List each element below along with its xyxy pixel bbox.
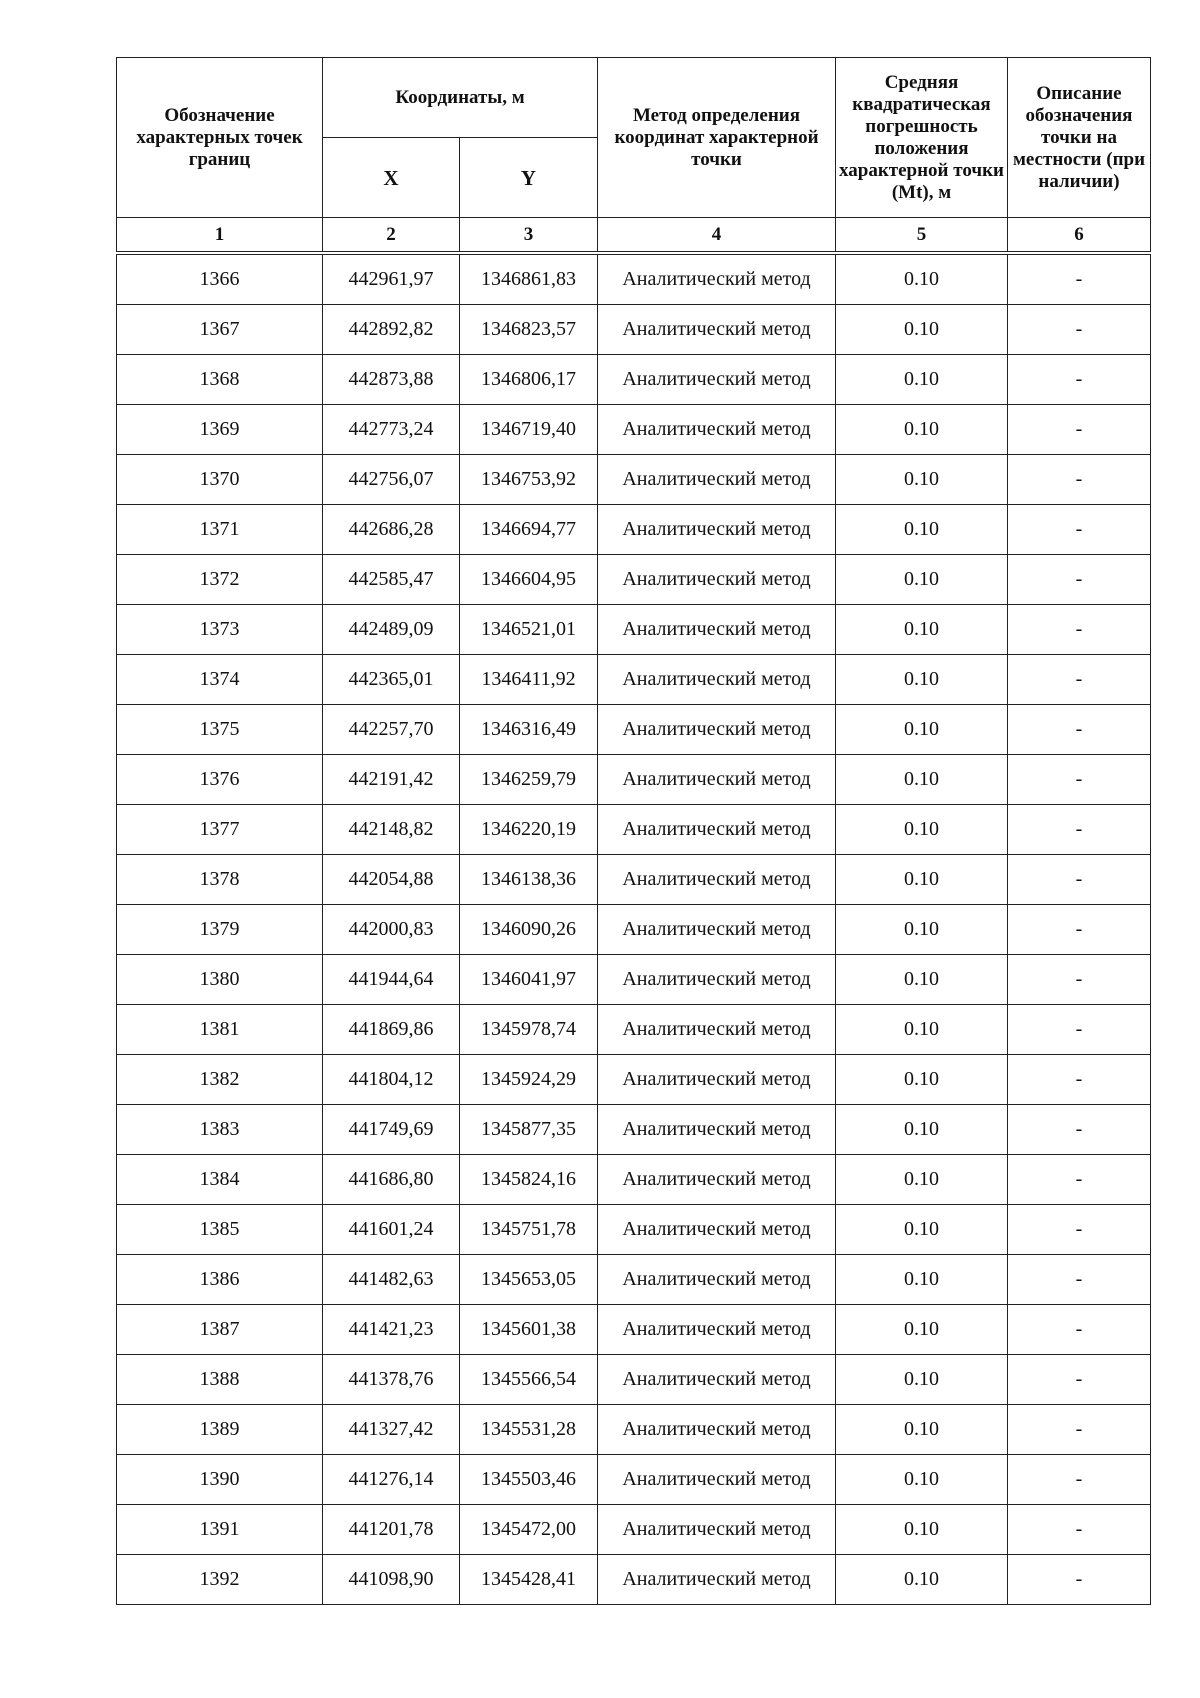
- x-coordinate-cell: 441421,23: [323, 1305, 460, 1355]
- table-row: [117, 1555, 1151, 1605]
- description-cell: -: [1008, 555, 1151, 605]
- point-id-cell: 1384: [117, 1155, 323, 1205]
- description-cell: -: [1008, 305, 1151, 355]
- y-coordinate-cell: 1346806,17: [460, 355, 598, 405]
- mean-square-error-cell: 0.10: [836, 1455, 1008, 1505]
- description-cell: -: [1008, 805, 1151, 855]
- mean-square-error-cell: 0.10: [836, 955, 1008, 1005]
- table-row: [117, 455, 1151, 505]
- x-coordinate-cell: 441944,64: [323, 955, 460, 1005]
- table-row: [117, 1155, 1151, 1205]
- y-coordinate-cell: 1346138,36: [460, 855, 598, 905]
- x-coordinate-cell: 441749,69: [323, 1105, 460, 1155]
- table-row: [117, 955, 1151, 1005]
- header-description: Описание обозначения точки на местности (при наличии): [1008, 58, 1151, 218]
- table-row: [117, 1305, 1151, 1355]
- table-row: [117, 1505, 1151, 1555]
- method-cell: Аналитический метод: [598, 555, 836, 605]
- x-coordinate-cell: 442686,28: [323, 505, 460, 555]
- point-id-cell: 1385: [117, 1205, 323, 1255]
- table-row: [117, 1455, 1151, 1505]
- description-cell: -: [1008, 1055, 1151, 1105]
- y-coordinate-cell: 1346823,57: [460, 305, 598, 355]
- table-row: [117, 655, 1151, 705]
- x-coordinate-cell: 441327,42: [323, 1405, 460, 1455]
- description-cell: -: [1008, 1555, 1151, 1605]
- y-coordinate-cell: 1345531,28: [460, 1405, 598, 1455]
- description-cell: -: [1008, 655, 1151, 705]
- point-id-cell: 1366: [117, 255, 323, 305]
- x-coordinate-cell: 441098,90: [323, 1555, 460, 1605]
- table-row: [117, 555, 1151, 605]
- mean-square-error-cell: 0.10: [836, 705, 1008, 755]
- column-number: 4: [598, 218, 836, 252]
- description-cell: -: [1008, 1305, 1151, 1355]
- method-cell: Аналитический метод: [598, 655, 836, 705]
- point-id-cell: 1386: [117, 1255, 323, 1305]
- mean-square-error-cell: 0.10: [836, 305, 1008, 355]
- description-cell: -: [1008, 1505, 1151, 1555]
- y-coordinate-cell: 1346411,92: [460, 655, 598, 705]
- description-cell: -: [1008, 1255, 1151, 1305]
- description-cell: -: [1008, 1355, 1151, 1405]
- mean-square-error-cell: 0.10: [836, 405, 1008, 455]
- method-cell: Аналитический метод: [598, 1505, 836, 1555]
- method-cell: Аналитический метод: [598, 1005, 836, 1055]
- point-id-cell: 1371: [117, 505, 323, 555]
- x-coordinate-cell: 442873,88: [323, 355, 460, 405]
- description-cell: -: [1008, 1105, 1151, 1155]
- mean-square-error-cell: 0.10: [836, 855, 1008, 905]
- description-cell: -: [1008, 755, 1151, 805]
- description-cell: -: [1008, 1205, 1151, 1255]
- header-point-designation: Обозначение характерных точек границ: [117, 58, 323, 218]
- mean-square-error-cell: 0.10: [836, 1555, 1008, 1605]
- x-coordinate-cell: 442961,97: [323, 255, 460, 305]
- x-coordinate-cell: 441601,24: [323, 1205, 460, 1255]
- x-coordinate-cell: 441686,80: [323, 1155, 460, 1205]
- method-cell: Аналитический метод: [598, 405, 836, 455]
- method-cell: Аналитический метод: [598, 955, 836, 1005]
- method-cell: Аналитический метод: [598, 605, 836, 655]
- column-number: 2: [323, 218, 460, 252]
- point-id-cell: 1369: [117, 405, 323, 455]
- header-coordinates: Координаты, м: [323, 58, 598, 138]
- point-id-cell: 1378: [117, 855, 323, 905]
- description-cell: -: [1008, 1455, 1151, 1505]
- table-row: [117, 305, 1151, 355]
- mean-square-error-cell: 0.10: [836, 555, 1008, 605]
- y-coordinate-cell: 1346316,49: [460, 705, 598, 755]
- table-row: [117, 1355, 1151, 1405]
- mean-square-error-cell: 0.10: [836, 655, 1008, 705]
- point-id-cell: 1390: [117, 1455, 323, 1505]
- mean-square-error-cell: 0.10: [836, 1055, 1008, 1105]
- column-number: 3: [460, 218, 598, 252]
- mean-square-error-cell: 0.10: [836, 1255, 1008, 1305]
- y-coordinate-cell: 1345503,46: [460, 1455, 598, 1505]
- x-coordinate-cell: 441201,78: [323, 1505, 460, 1555]
- description-cell: -: [1008, 705, 1151, 755]
- x-coordinate-cell: 442257,70: [323, 705, 460, 755]
- y-coordinate-cell: 1345653,05: [460, 1255, 598, 1305]
- column-number-row: [117, 218, 1151, 252]
- point-id-cell: 1368: [117, 355, 323, 405]
- x-coordinate-cell: 441804,12: [323, 1055, 460, 1105]
- y-coordinate-cell: 1345877,35: [460, 1105, 598, 1155]
- table-row: [117, 1205, 1151, 1255]
- point-id-cell: 1374: [117, 655, 323, 705]
- y-coordinate-cell: 1346719,40: [460, 405, 598, 455]
- x-coordinate-cell: 442773,24: [323, 405, 460, 455]
- mean-square-error-cell: 0.10: [836, 1305, 1008, 1355]
- y-coordinate-cell: 1346041,97: [460, 955, 598, 1005]
- y-coordinate-cell: 1345824,16: [460, 1155, 598, 1205]
- description-cell: -: [1008, 605, 1151, 655]
- description-cell: -: [1008, 855, 1151, 905]
- header-mean-square-error: Средняя квадратическая погрешность положения характерной точки (Mt), м: [836, 58, 1008, 218]
- point-id-cell: 1382: [117, 1055, 323, 1105]
- table-row: [117, 1405, 1151, 1455]
- description-cell: -: [1008, 905, 1151, 955]
- mean-square-error-cell: 0.10: [836, 355, 1008, 405]
- point-id-cell: 1380: [117, 955, 323, 1005]
- mean-square-error-cell: 0.10: [836, 1155, 1008, 1205]
- method-cell: Аналитический метод: [598, 255, 836, 305]
- y-coordinate-cell: 1346220,19: [460, 805, 598, 855]
- y-coordinate-cell: 1345472,00: [460, 1505, 598, 1555]
- y-coordinate-cell: 1346090,26: [460, 905, 598, 955]
- method-cell: Аналитический метод: [598, 855, 836, 905]
- table-row: [117, 755, 1151, 805]
- point-id-cell: 1376: [117, 755, 323, 805]
- method-cell: Аналитический метод: [598, 1455, 836, 1505]
- x-coordinate-cell: 442148,82: [323, 805, 460, 855]
- point-id-cell: 1381: [117, 1005, 323, 1055]
- method-cell: Аналитический метод: [598, 905, 836, 955]
- x-coordinate-cell: 441378,76: [323, 1355, 460, 1405]
- method-cell: Аналитический метод: [598, 1205, 836, 1255]
- mean-square-error-cell: 0.10: [836, 755, 1008, 805]
- y-coordinate-cell: 1345978,74: [460, 1005, 598, 1055]
- header-x: X: [323, 138, 460, 218]
- method-cell: Аналитический метод: [598, 1355, 836, 1405]
- description-cell: -: [1008, 355, 1151, 405]
- y-coordinate-cell: 1345428,41: [460, 1555, 598, 1605]
- y-coordinate-cell: 1346861,83: [460, 255, 598, 305]
- y-coordinate-cell: 1346604,95: [460, 555, 598, 605]
- description-cell: -: [1008, 1155, 1151, 1205]
- mean-square-error-cell: 0.10: [836, 1005, 1008, 1055]
- description-cell: -: [1008, 405, 1151, 455]
- point-id-cell: 1391: [117, 1505, 323, 1555]
- table-row: [117, 705, 1151, 755]
- mean-square-error-cell: 0.10: [836, 455, 1008, 505]
- description-cell: -: [1008, 455, 1151, 505]
- point-id-cell: 1370: [117, 455, 323, 505]
- point-id-cell: 1389: [117, 1405, 323, 1455]
- table-row: [117, 1005, 1151, 1055]
- table-row: [117, 1055, 1151, 1105]
- mean-square-error-cell: 0.10: [836, 1105, 1008, 1155]
- description-cell: -: [1008, 1005, 1151, 1055]
- table-row: [117, 855, 1151, 905]
- method-cell: Аналитический метод: [598, 1305, 836, 1355]
- point-id-cell: 1367: [117, 305, 323, 355]
- y-coordinate-cell: 1345924,29: [460, 1055, 598, 1105]
- point-id-cell: 1388: [117, 1355, 323, 1405]
- mean-square-error-cell: 0.10: [836, 1505, 1008, 1555]
- y-coordinate-cell: 1345751,78: [460, 1205, 598, 1255]
- method-cell: Аналитический метод: [598, 355, 836, 405]
- mean-square-error-cell: 0.10: [836, 605, 1008, 655]
- point-id-cell: 1379: [117, 905, 323, 955]
- point-id-cell: 1372: [117, 555, 323, 605]
- column-number: 1: [117, 218, 323, 252]
- header-y: Y: [460, 138, 598, 218]
- x-coordinate-cell: 442191,42: [323, 755, 460, 805]
- description-cell: -: [1008, 505, 1151, 555]
- point-id-cell: 1377: [117, 805, 323, 855]
- table-row: [117, 505, 1151, 555]
- method-cell: Аналитический метод: [598, 1555, 836, 1605]
- x-coordinate-cell: 442585,47: [323, 555, 460, 605]
- column-number: 5: [836, 218, 1008, 252]
- x-coordinate-cell: 442365,01: [323, 655, 460, 705]
- method-cell: Аналитический метод: [598, 705, 836, 755]
- table-row: [117, 1105, 1151, 1155]
- point-id-cell: 1383: [117, 1105, 323, 1155]
- x-coordinate-cell: 442892,82: [323, 305, 460, 355]
- mean-square-error-cell: 0.10: [836, 1205, 1008, 1255]
- description-cell: -: [1008, 1405, 1151, 1455]
- x-coordinate-cell: 441276,14: [323, 1455, 460, 1505]
- y-coordinate-cell: 1345601,38: [460, 1305, 598, 1355]
- y-coordinate-cell: 1346694,77: [460, 505, 598, 555]
- boundary-points-table: [116, 57, 1151, 1605]
- y-coordinate-cell: 1346521,01: [460, 605, 598, 655]
- mean-square-error-cell: 0.10: [836, 1405, 1008, 1455]
- x-coordinate-cell: 441869,86: [323, 1005, 460, 1055]
- table-row: [117, 905, 1151, 955]
- column-number: 6: [1008, 218, 1151, 252]
- table-body: [117, 255, 1151, 1605]
- method-cell: Аналитический метод: [598, 805, 836, 855]
- point-id-cell: 1392: [117, 1555, 323, 1605]
- x-coordinate-cell: 442756,07: [323, 455, 460, 505]
- mean-square-error-cell: 0.10: [836, 255, 1008, 305]
- method-cell: Аналитический метод: [598, 1055, 836, 1105]
- point-id-cell: 1373: [117, 605, 323, 655]
- mean-square-error-cell: 0.10: [836, 1355, 1008, 1405]
- method-cell: Аналитический метод: [598, 1155, 836, 1205]
- table-row: [117, 255, 1151, 305]
- y-coordinate-cell: 1345566,54: [460, 1355, 598, 1405]
- method-cell: Аналитический метод: [598, 755, 836, 805]
- description-cell: -: [1008, 255, 1151, 305]
- method-cell: Аналитический метод: [598, 455, 836, 505]
- point-id-cell: 1387: [117, 1305, 323, 1355]
- y-coordinate-cell: 1346753,92: [460, 455, 598, 505]
- table-row: [117, 805, 1151, 855]
- method-cell: Аналитический метод: [598, 505, 836, 555]
- point-id-cell: 1375: [117, 705, 323, 755]
- mean-square-error-cell: 0.10: [836, 505, 1008, 555]
- document-page: [116, 57, 1150, 1605]
- mean-square-error-cell: 0.10: [836, 905, 1008, 955]
- x-coordinate-cell: 441482,63: [323, 1255, 460, 1305]
- x-coordinate-cell: 442000,83: [323, 905, 460, 955]
- method-cell: Аналитический метод: [598, 1105, 836, 1155]
- table-header: [117, 58, 1151, 255]
- table-row: [117, 605, 1151, 655]
- method-cell: Аналитический метод: [598, 1405, 836, 1455]
- table-row: [117, 405, 1151, 455]
- header-method: Метод определения координат характерной точки: [598, 58, 836, 218]
- table-row: [117, 355, 1151, 405]
- mean-square-error-cell: 0.10: [836, 805, 1008, 855]
- y-coordinate-cell: 1346259,79: [460, 755, 598, 805]
- x-coordinate-cell: 442054,88: [323, 855, 460, 905]
- table-row: [117, 1255, 1151, 1305]
- description-cell: -: [1008, 955, 1151, 1005]
- method-cell: Аналитический метод: [598, 1255, 836, 1305]
- method-cell: Аналитический метод: [598, 305, 836, 355]
- x-coordinate-cell: 442489,09: [323, 605, 460, 655]
